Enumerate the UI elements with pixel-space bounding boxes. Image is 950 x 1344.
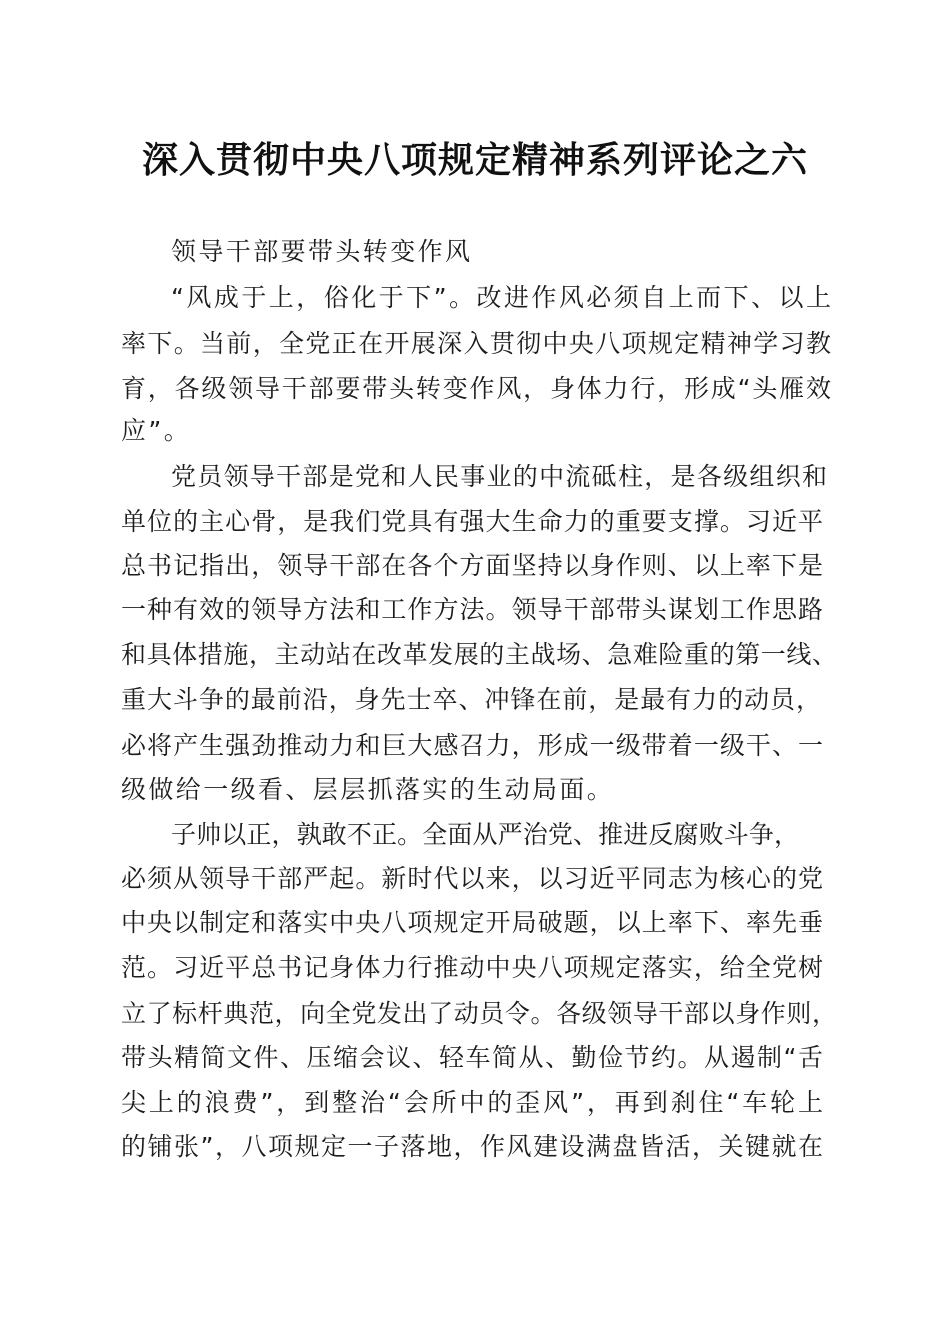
paragraph-3-line-6: 带头精简文件、压缩会议、轻车简从、勤俭节约。从遏制“舌 <box>121 1043 823 1072</box>
paragraph-2-line-8: 级做给一级看、层层抓落实的生动局面。 <box>121 775 615 804</box>
paragraph-2-line-7: 必将产生强劲推动力和巨大感召力，形成一级带着一级干、一 <box>121 731 823 760</box>
paragraph-1-line-3: 育，各级领导干部要带头转变作风，身体力行，形成“头雁效 <box>121 374 831 403</box>
paragraph-2-line-5: 和具体措施，主动站在改革发展的主战场、急难险重的第一线、 <box>121 640 837 669</box>
paragraph-2-line-3: 总书记指出，领导干部在各个方面坚持以身作则、以上率下是 <box>121 551 823 580</box>
paragraph-2-line-6: 重大斗争的最前沿，身先士卒、冲锋在前，是最有力的动员， <box>121 685 821 714</box>
paragraph-2-line-2: 单位的主心骨，是我们党具有强大生命力的重要支撑。习近平 <box>121 507 823 536</box>
paragraph-2-line-1: 党员领导干部是党和人民事业的中流砥柱，是各级组织和 <box>171 462 827 491</box>
paragraph-3-line-4: 范。习近平总书记身体力行推动中央八项规定落实，给全党树 <box>121 953 823 982</box>
page-title: 深入贯彻中央八项规定精神系列评论之六 <box>141 139 808 181</box>
paragraph-3-line-5: 立了标杆典范，向全党发出了动员令。各级领导干部以身作则， <box>121 999 837 1028</box>
paragraph-2-line-4: 一种有效的领导方法和工作方法。领导干部带头谋划工作思路 <box>121 595 823 624</box>
paragraph-3-line-8: 的铺张”，八项规定一子落地，作风建设满盘皆活，关键就在 <box>121 1132 823 1161</box>
paragraph-3-line-3: 中央以制定和落实中央八项规定开局破题，以上率下、率先垂 <box>121 908 823 937</box>
paragraph-1-line-1: “风成于上，俗化于下”。改进作风必须自上而下、以上 <box>171 283 831 312</box>
paragraph-1-line-4: 应”。 <box>121 416 192 445</box>
paragraph-3-line-2: 必须从领导干部严起。新时代以来，以习近平同志为核心的党 <box>121 864 823 893</box>
paragraph-1-line-2: 率下。当前，全党正在开展深入贯彻中央八项规定精神学习教 <box>121 329 831 358</box>
paragraph-3-line-7: 尖上的浪费”，到整治“会所中的歪风”，再到刹住“车轮上 <box>121 1088 823 1117</box>
paragraph-3-line-1: 子帅以正，孰敢不正。全面从严治党、推进反腐败斗争， <box>171 820 799 849</box>
section-subtitle: 领导干部要带头转变作风 <box>171 237 473 266</box>
